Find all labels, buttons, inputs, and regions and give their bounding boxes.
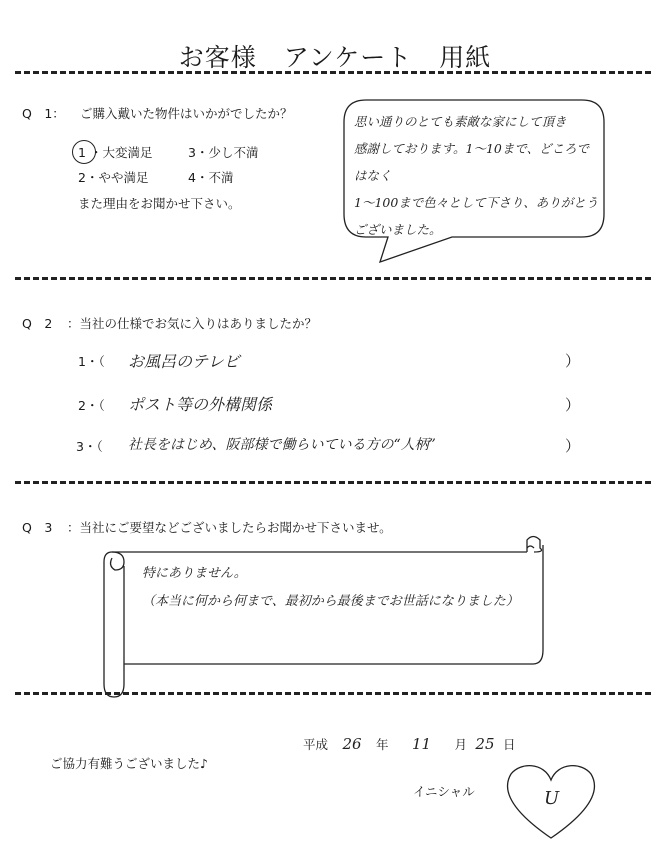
q2-item-2-answer[interactable]: ポスト等の外構関係 <box>128 395 273 414</box>
q1-option-4[interactable]: 4・不満 <box>188 170 234 185</box>
q2-item-2-number: 2・（ <box>78 398 105 413</box>
year-value[interactable]: 26 <box>342 735 362 753</box>
q3-label: Q 3 <box>22 520 53 535</box>
q2-item-2-close: ） <box>565 396 581 414</box>
day-value[interactable]: 25 <box>475 735 495 753</box>
initial-value[interactable]: U <box>544 788 560 809</box>
q1-option-3[interactable]: 3・少し不満 <box>188 145 259 160</box>
q3-question: ：当社にご要望などございましたらお聞かせ下さいませ。 <box>67 520 392 535</box>
q2-question: ：当社の仕様でお気に入りはありましたか？ <box>67 316 318 331</box>
title-part-3: 用紙 <box>439 43 492 72</box>
q2-item-3-answer[interactable]: 社長をはじめ、阪部様で働らいている方の“人柄” <box>128 437 436 453</box>
date-field: 平成 26 年 11 月 25 日 <box>303 735 516 753</box>
q2-item-1-answer[interactable]: お風呂のテレビ <box>128 352 240 371</box>
q2-item-3-number: 3・（ <box>76 439 103 454</box>
q1-question: ご購入戴いた物件はいかがでしたか？ <box>80 106 293 121</box>
month-value[interactable]: 11 <box>411 735 432 753</box>
q1-answer: 思い通りのとても素敵な家にして頂き 感謝しております。1～10まで、どころではなく 1～100まで色々として下さり、ありがとう ございました。 <box>354 114 599 237</box>
q2-item-1-number: 1・（ <box>78 354 105 369</box>
q2-item-3-close: ） <box>565 437 581 455</box>
q2-item-1-close: ） <box>565 352 581 370</box>
q1-option-1[interactable]: 1 ・大変満足 <box>78 143 152 161</box>
q1-label: Q 1： <box>22 106 65 121</box>
q3-answer: 特にありません。 （本当に何から何まで、最初から最後までお世話になりました） <box>142 566 519 609</box>
thanks-message: ご協力有難うございました♪ <box>50 756 208 771</box>
q1-reason-prompt: また理由をお聞かせ下さい。 <box>78 196 241 211</box>
q2-label: Q 2 <box>22 316 53 331</box>
q1-option-2[interactable]: 2・やや満足 <box>78 170 149 185</box>
title-part-2: アンケート <box>283 43 413 72</box>
initial-label: イニシャル <box>413 784 475 799</box>
title-part-1: お客様 <box>178 43 257 72</box>
